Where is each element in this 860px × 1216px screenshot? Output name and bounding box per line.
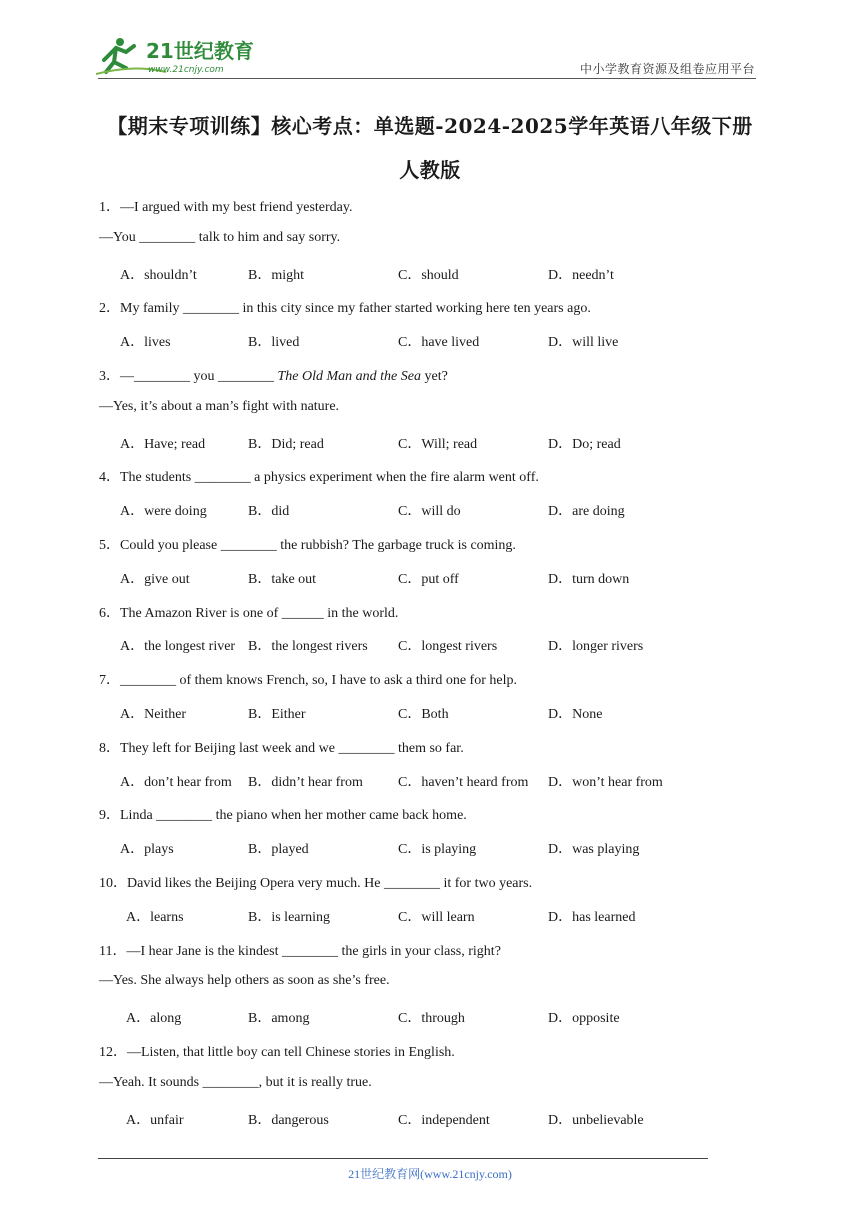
answer-option-a[interactable]: A．learns: [126, 909, 184, 925]
answer-option-a[interactable]: A．along: [126, 1011, 182, 1027]
answer-option-b[interactable]: B．didn’t hear from: [248, 774, 363, 790]
platform-name: 中小学教育资源及组卷应用平台: [579, 62, 755, 76]
question-stem: 11．—I hear Jane is the kindest ________ the girls in your class, right?: [99, 943, 501, 959]
question-stem: 10．David likes the Beijing Opera very much. He ________ it for two years.: [99, 876, 533, 891]
question-reply: —Yeah. It sounds ________, but it is really true.: [99, 1074, 372, 1090]
answer-option-c[interactable]: C．through: [398, 1011, 465, 1027]
answer-option-c[interactable]: C．have lived: [398, 335, 480, 351]
answer-option-b[interactable]: B．dangerous: [248, 1112, 329, 1128]
footer-divider: [98, 1158, 708, 1159]
question-stem: 3．—________ you ________ The Old Man and the Sea yet?: [99, 369, 448, 384]
question-reply: —Yes. She always help others as soon as she’s free.: [99, 973, 390, 989]
answer-option-b[interactable]: B．the longest rivers: [248, 639, 368, 655]
answer-option-a[interactable]: A．Have; read: [120, 436, 206, 452]
question-reply: —You ________ talk to him and say sorry.: [99, 229, 341, 245]
question-stem: 9．Linda ________ the piano when her mother came back home.: [99, 808, 467, 824]
answer-option-b[interactable]: B．is learning: [248, 909, 331, 925]
question-stem: 1．—I argued with my best friend yesterday.: [99, 200, 353, 215]
answer-option-b[interactable]: B．lived: [248, 335, 300, 351]
question-stem: 6．The Amazon River is one of ______ in the world.: [99, 605, 399, 621]
site-logo: [96, 34, 266, 80]
answer-option-a[interactable]: A．Neither: [120, 707, 187, 722]
answer-option-a[interactable]: A．lives: [120, 335, 171, 351]
answer-option-c[interactable]: C．haven’t heard from: [398, 774, 529, 790]
question-stem: 2．My family ________ in this city since my father started working here ten years ago.: [99, 301, 591, 317]
answer-option-d[interactable]: D．Do; read: [548, 436, 621, 452]
answer-option-b[interactable]: B．Either: [248, 707, 306, 722]
answer-option-b[interactable]: B．might: [248, 267, 305, 283]
question-reply: —Yes, it’s about a man’s fight with nature.: [99, 398, 340, 414]
answer-option-d[interactable]: D．None: [548, 707, 603, 722]
document-title-line2: 人教版: [399, 158, 461, 182]
answer-option-c[interactable]: C．will do: [398, 504, 461, 520]
document-title-line1: 【期末专项训练】核心考点：单选题-2024-2025学年英语八年级下册: [107, 114, 753, 138]
answer-option-c[interactable]: C．Will; read: [398, 436, 478, 452]
answer-option-d[interactable]: D．turn down: [548, 571, 630, 587]
question-stem: 8．They left for Beijing last week and we ________ them so far.: [99, 740, 464, 756]
answer-option-d[interactable]: D．will live: [548, 335, 619, 351]
answer-option-a[interactable]: A．were doing: [120, 504, 207, 520]
page-header: [0, 0, 860, 90]
logo-text: 21世纪教育: [146, 39, 254, 63]
answer-option-d[interactable]: D．are doing: [548, 504, 625, 520]
answer-option-d[interactable]: D．unbelievable: [548, 1112, 644, 1128]
answer-option-b[interactable]: B．Did; read: [248, 436, 324, 452]
answer-option-a[interactable]: A．shouldn’t: [120, 267, 197, 283]
answer-option-c[interactable]: C．will learn: [398, 909, 475, 925]
answer-option-a[interactable]: A．the longest river: [120, 639, 236, 655]
answer-option-d[interactable]: D．was playing: [548, 842, 640, 858]
answer-option-d[interactable]: D．opposite: [548, 1011, 620, 1027]
answer-option-d[interactable]: D．won’t hear from: [548, 774, 663, 790]
book-title: The Old Man and the Sea: [277, 369, 421, 384]
answer-option-c[interactable]: C．should: [398, 267, 459, 283]
header-divider: [98, 78, 756, 79]
answer-option-c[interactable]: C．Both: [398, 707, 449, 722]
answer-option-a[interactable]: A．don’t hear from: [120, 774, 232, 790]
answer-option-c[interactable]: C．longest rivers: [398, 639, 498, 655]
answer-option-a[interactable]: A．plays: [120, 842, 174, 858]
logo-url: www.21cnjy.com: [148, 65, 224, 75]
answer-option-a[interactable]: A．give out: [120, 571, 190, 587]
question-stem: 5．Could you please ________ the rubbish? The garbage truck is coming.: [99, 538, 516, 553]
answer-option-d[interactable]: D．longer rivers: [548, 639, 644, 655]
answer-option-d[interactable]: D．needn’t: [548, 267, 614, 283]
answer-option-b[interactable]: B．among: [248, 1011, 310, 1027]
answer-option-b[interactable]: B．did: [248, 504, 290, 520]
answer-option-c[interactable]: C．is playing: [398, 842, 477, 858]
answer-option-b[interactable]: B．take out: [248, 571, 317, 587]
answer-option-a[interactable]: A．unfair: [126, 1112, 184, 1128]
question-stem: 4．The students ________ a physics experiment when the fire alarm went off.: [99, 470, 539, 486]
footer-text: 21世纪教育网(www.21cnjy.com): [348, 1167, 512, 1181]
answer-option-c[interactable]: C．put off: [398, 571, 459, 587]
question-stem: 12．—Listen, that little boy can tell Chinese stories in English.: [99, 1045, 455, 1060]
question-stem: 7．________ of them knows French, so, I have to ask a third one for help.: [99, 673, 517, 689]
answer-option-d[interactable]: D．has learned: [548, 909, 636, 925]
answer-option-b[interactable]: B．played: [248, 842, 309, 858]
answer-option-c[interactable]: C．independent: [398, 1112, 490, 1128]
